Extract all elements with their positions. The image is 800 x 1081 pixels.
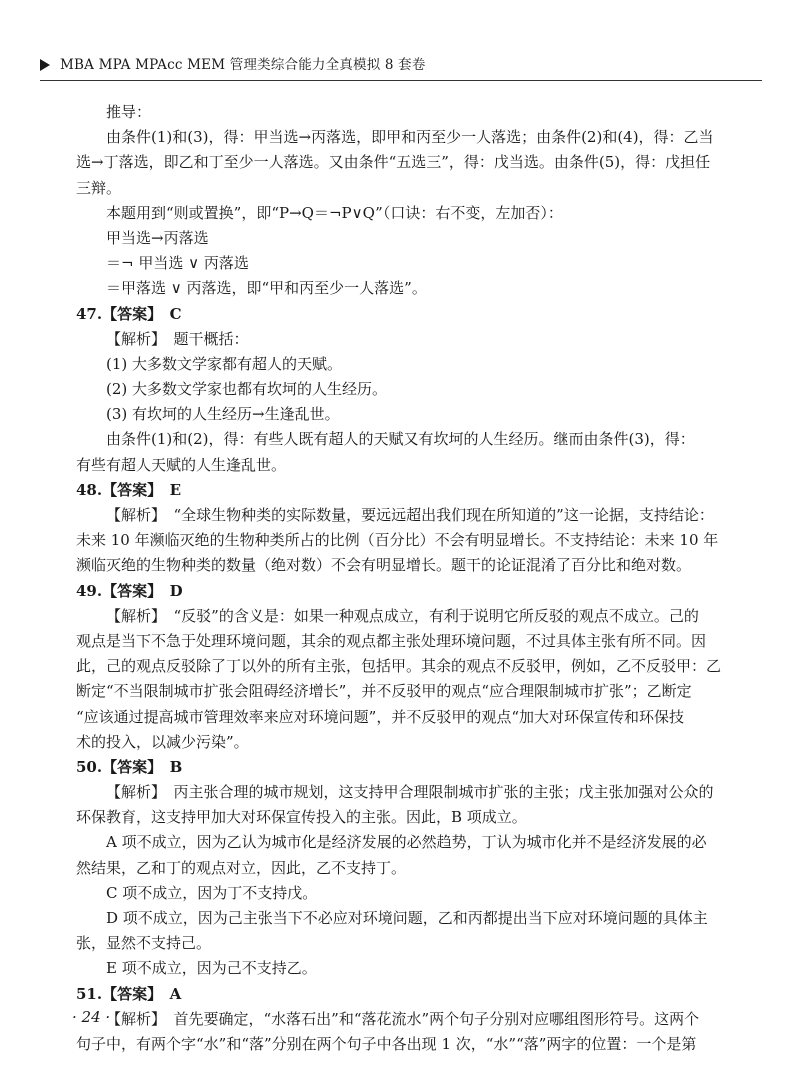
text-line: 句子中，有两个字“水”和“落”分别在两个句子中各出现 1 次，“水”“落”两字的位置：一个是第	[76, 1034, 697, 1053]
answer-line: 51.【答案】 A	[76, 984, 182, 1003]
text-line: 观点是当下不急于处理环境问题，其余的观点都主张处理环境问题，不过具体主张有所不同。因	[76, 631, 707, 650]
text-line: (1) 大多数文学家都有超人的天赋。	[106, 354, 343, 373]
text-line: 三辩。	[76, 178, 122, 197]
text-line: 【解析】 “反驳”的含义是：如果一种观点成立，有利于说明它所反驳的观点不成立。己的	[106, 606, 699, 625]
text-line: 【解析】 题干概括：	[106, 329, 249, 348]
text-line: 甲当选→丙落选	[106, 228, 209, 247]
header-rule	[40, 80, 762, 81]
answer-line: 50.【答案】 B	[76, 757, 183, 776]
text-line: 断定“不当限制城市扩张会阻碍经济增长”，并不反驳甲的观点“应合理限制城市扩张”；乙断定	[76, 682, 692, 701]
text-line: 未来 10 年濒临灭绝的生物种类所占的比例（百分比）不会有明显增长。不支持结论：未来 10 年	[76, 531, 719, 550]
page-number: · 24 ·	[72, 1008, 111, 1026]
text-line: ＝甲落选 ∨ 丙落选，即“甲和丙至少一人落选”。	[106, 279, 427, 298]
text-line: 【解析】 首先要确定，“水落石出”和“落花流水”两个句子分别对应哪组图形符号。这两个	[106, 1009, 700, 1028]
text-line: C 项不成立，因为丁不支持戊。	[106, 883, 318, 902]
text-line: 濒临灭绝的生物种类的数量（绝对数）不会有明显增长。题干的论证混淆了百分比和绝对数。	[76, 556, 692, 575]
text-line: 张，显然不支持己。	[76, 934, 212, 953]
text-line: 然结果，乙和丁的观点对立，因此，乙不支持丁。	[76, 858, 407, 877]
text-line: (2) 大多数文学家也都有坎坷的人生经历。	[106, 380, 388, 399]
triangle-marker-icon	[40, 59, 50, 71]
text-line: ＝¬ 甲当选 ∨ 丙落选	[106, 254, 249, 273]
text-line: 本题用到“则或置换”，即“P→Q＝¬P∨Q”（口诀：右不变，左加否）：	[106, 203, 563, 222]
text-line: D 项不成立，因为己主张当下不必应对环境问题，乙和丙都提出当下应对环境问题的具体主	[106, 909, 708, 927]
text-line: 【解析】 丙主张合理的城市规划，这支持甲合理限制城市扩张的主张；戊主张加强对公众的	[106, 783, 714, 802]
text-line: 选→丁落选，即乙和丁至少一人落选。又由条件“五选三”，得：戊当选。由条件(5)，得：戊担任	[76, 153, 711, 172]
header-title: MBA MPA MPAcc MEM 管理类综合能力全真模拟 8 套卷	[60, 57, 426, 73]
answer-line: 49.【答案】 D	[76, 581, 183, 600]
running-header	[40, 56, 762, 74]
text-line: 【解析】 “全球生物种类的实际数量，要远远超出我们现在所知道的”这一论据，支持结论：	[106, 506, 714, 524]
text-line: 由条件(1)和(2)，得：有些人既有超人的天赋又有坎坷的人生经历。继而由条件(3)，得：	[106, 430, 695, 449]
text-line: 推导：	[106, 103, 152, 121]
answer-line: 47.【答案】 C	[76, 304, 182, 323]
answer-line: 48.【答案】 E	[76, 480, 182, 499]
text-line: (3) 有坎坷的人生经历→生逢乱世。	[106, 405, 340, 424]
text-line: 术的投入，以减少污染”。	[76, 732, 249, 751]
text-line: E 项不成立，因为己不支持乙。	[106, 959, 317, 978]
text-line: “应该通过提高城市管理效率来应对环境问题”，并不反驳甲的观点“加大对环保宣传和环保技	[76, 707, 685, 726]
body-text	[76, 100, 726, 1057]
text-line: 有些有超人天赋的人生逢乱世。	[76, 455, 287, 474]
text-line: 由条件(1)和(3)，得：甲当选→丙落选，即甲和丙至少一人落选；由条件(2)和(4)，得：乙当	[106, 128, 714, 147]
text-line: 此，己的观点反驳除了丁以外的所有主张，包括甲。其余的观点不反驳甲，例如，乙不反驳甲：乙	[76, 657, 722, 676]
text-line: 环保教育，这支持甲加大对环保宣传投入的主张。因此，B 项成立。	[76, 808, 527, 827]
text-line: A 项不成立，因为乙认为城市化是经济发展的必然趋势，丁认为城市化并不是经济发展的必	[106, 833, 707, 852]
